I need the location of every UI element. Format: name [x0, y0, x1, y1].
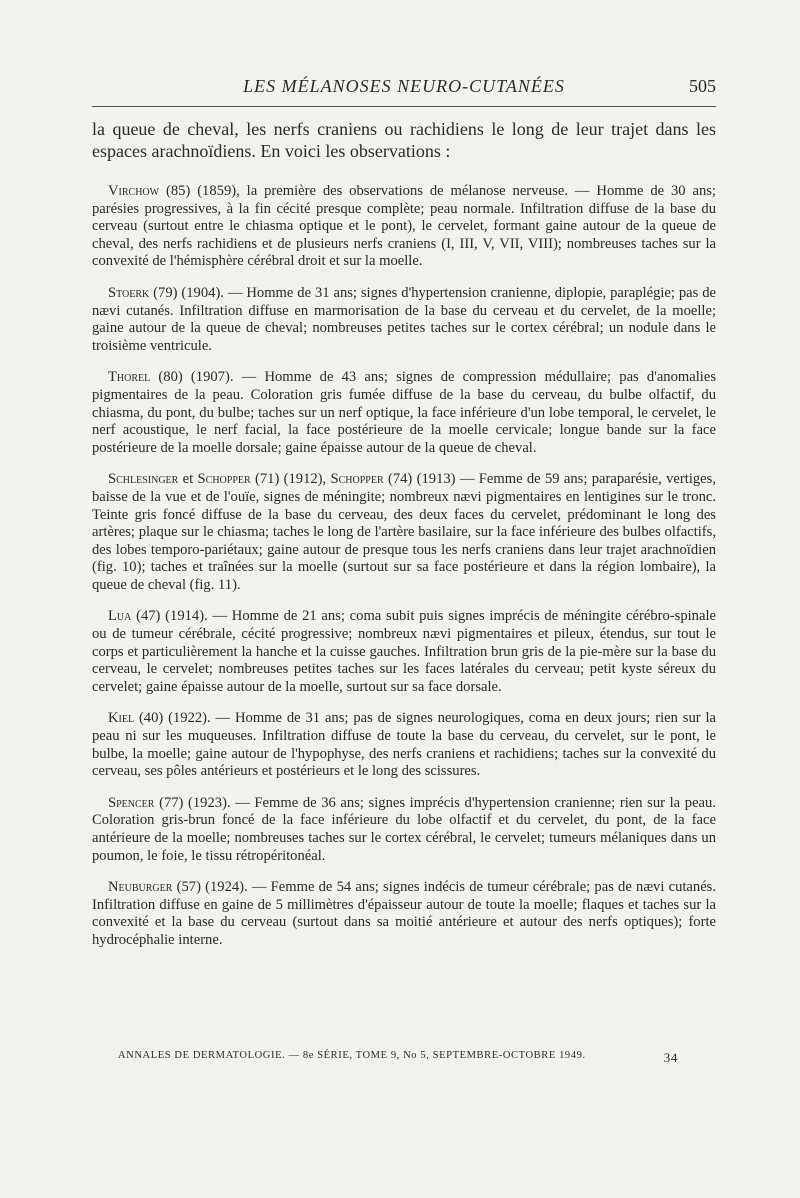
observation-text: — Homme de 31 ans; pas de signes neurologiques, coma en deux jours; rien sur la peau ni sur les muqueuses. Infiltration diffuse de toute la base du cerveau, du cervelet, sur le pont, le bulbe, la moelle; gaine autour de l'hypophyse, des nerfs craniens et rachidiens; taches sur la convexité du cerveau, ses pôles antérieurs et postérieurs et le long des scissures.: [92, 710, 716, 780]
observations-list: [92, 183, 716, 964]
journal-line: ANNALES DE DERMATOLOGIE. — 8e SÉRIE, TOME 9, No 5, SEPTEMBRE-OCTOBRE 1949.: [118, 1050, 586, 1061]
citation: (40) (1922).: [134, 710, 216, 727]
observation-thorel: [92, 369, 716, 457]
author-name: Thorel: [108, 369, 151, 386]
author-name: Neuburger: [108, 879, 173, 896]
observation-text: — Femme de 36 ans; signes imprécis d'hypertension cranienne; rien sur la peau. Coloration gris-brun foncé de la face inférieure du lobe olfactif et du cervelet, du pont, de la face antérieure de la moelle; nombreuses taches sur le cortex cérébral, le cervelet; tumeurs mélaniques dans un poumon, le foie, le tissu rétropéritonéal.: [92, 794, 716, 864]
citation: (71) (1912),: [250, 471, 331, 488]
observation-spencer: [92, 795, 716, 865]
citation: (74) (1913): [383, 471, 460, 488]
citation: (77) (1923).: [154, 794, 236, 811]
observation-lua: [92, 608, 716, 696]
author-name: Schopper: [197, 471, 251, 488]
citation: (79) (1904).: [149, 284, 228, 301]
citation: (80) (1907).: [150, 369, 242, 386]
observation-stoerk: [92, 285, 716, 355]
citation: et: [178, 471, 198, 488]
observation-text: — Homme de 43 ans; signes de compression médullaire; pas d'anomalies pigmentaires de la peau. Coloration gris fumée diffuse de la base du cerveau, du bulbe olfactif, du chiasma, du pont, du bulbe; taches sur un nerf optique, la face inférieure d'un lobe temporal, le cervelet, le nerf acoustique, le nerf facial, la face postérieure de la moelle cervicale; longue bande sur la face postérieure de la moelle dorsale; gaine épaisse autour de la queue de cheval.: [92, 369, 716, 456]
author-name: Schopper: [330, 471, 384, 488]
citation: (85) (1859),: [159, 183, 247, 199]
observation-neuburger: [92, 879, 716, 949]
page-footer: [118, 1050, 678, 1065]
observation-schlesinger-schopper: [92, 471, 716, 594]
observation-text: la première des observations de mélanose nerveuse. — Homme de 30 ans; parésies progressives, à la fin cécité presque complète; peau normale. Infiltration diffuse de la base du cerveau (surtout entre le chiasma optique et le pont), le cervelet, formant gaine autour de la queue de cheval, des nerfs rachidiens et de plusieurs nerfs craniens (I, III, V, VII, VIII); nombreuses taches sur la convexité de l'hémisphère cérébral droit et sur la moelle.: [92, 183, 716, 270]
citation: (47) (1914).: [131, 608, 213, 625]
page-number: 505: [689, 76, 716, 96]
author-name: Schlesinger: [108, 471, 179, 488]
author-name: Spencer: [108, 794, 155, 811]
citation: (57) (1924).: [172, 879, 252, 896]
intro-paragraph: la queue de cheval, les nerfs craniens ou rachidiens le long de leur trajet dans les espaces arachnoïdiens. En voici les observations :: [92, 119, 716, 161]
observation-text: — Femme de 59 ans; paraparésie, vertiges, baisse de la vue et de l'ouïe, signes de méningite; nombreux nævi pigmentaires en lentigines sur le tronc. Teinte gris foncé diffuse de la base du cerveau, des deux faces du cervelet, prédominant le long des artères; plaque sur le chiasma; taches le long de l'artère basilaire, sur la face inférieure des bulbes olfactifs, des lobes temporo-pariétaux; gaine autour de presque tous les nerfs craniens dans leur trajet arachnoïdien (fig. 10); taches et traînées sur la moelle (surtout sur sa face postérieure et dans la région lombaire), la queue de cheval (fig. 11).: [92, 471, 716, 593]
author-name: Kiel: [108, 710, 135, 727]
author-name: Lua: [108, 608, 132, 625]
author-name: Virchow: [108, 183, 160, 199]
page-header: [92, 76, 716, 104]
header-rule: [92, 106, 716, 107]
running-title: LES MÉLANOSES NEURO-CUTANÉES: [243, 76, 565, 96]
observation-virchow: [92, 183, 716, 271]
observation-text: — Homme de 31 ans; signes d'hypertension cranienne, diplopie, paraplégie; pas de nævi cutanés. Infiltration diffuse en marmorisation de la base du cerveau et du cervelet, de la moelle; gaine autour de la queue de cheval; nombreuses petites taches sur le cortex cérébral; un nodule dans le troisième ventricule.: [92, 284, 716, 354]
author-name: Stoerk: [108, 284, 150, 301]
observation-kiel: [92, 710, 716, 780]
observation-text: — Femme de 54 ans; signes indécis de tumeur cérébrale; pas de nævi cutanés. Infiltration diffuse en gaine de 5 millimètres d'épaisseur autour de toute la moelle; flaques et taches sur la convexité et la base du cerveau (surtout dans sa moitié antérieure et autour des nerfs optiques); forte hydrocéphalie interne.: [92, 879, 716, 948]
signature-mark: 34: [663, 1050, 678, 1065]
observation-text: — Homme de 21 ans; coma subit puis signes imprécis de méningite cérébro-spinale ou de tumeur cérébrale, cécité progressive; nombreux nævi pigmentaires et pileux, étendus, sur tout le corps et particulièrement la hanche et la cuisse gauches. Infiltration brun gris de la pie-mère sur la base du cerveau, le cervelet; nombreuses petites taches sur les faces latérales du cerveau; petit kyste séreux du cervelet; gaine épaisse autour de la moelle, surtout sur sa face dorsale.: [92, 608, 716, 695]
